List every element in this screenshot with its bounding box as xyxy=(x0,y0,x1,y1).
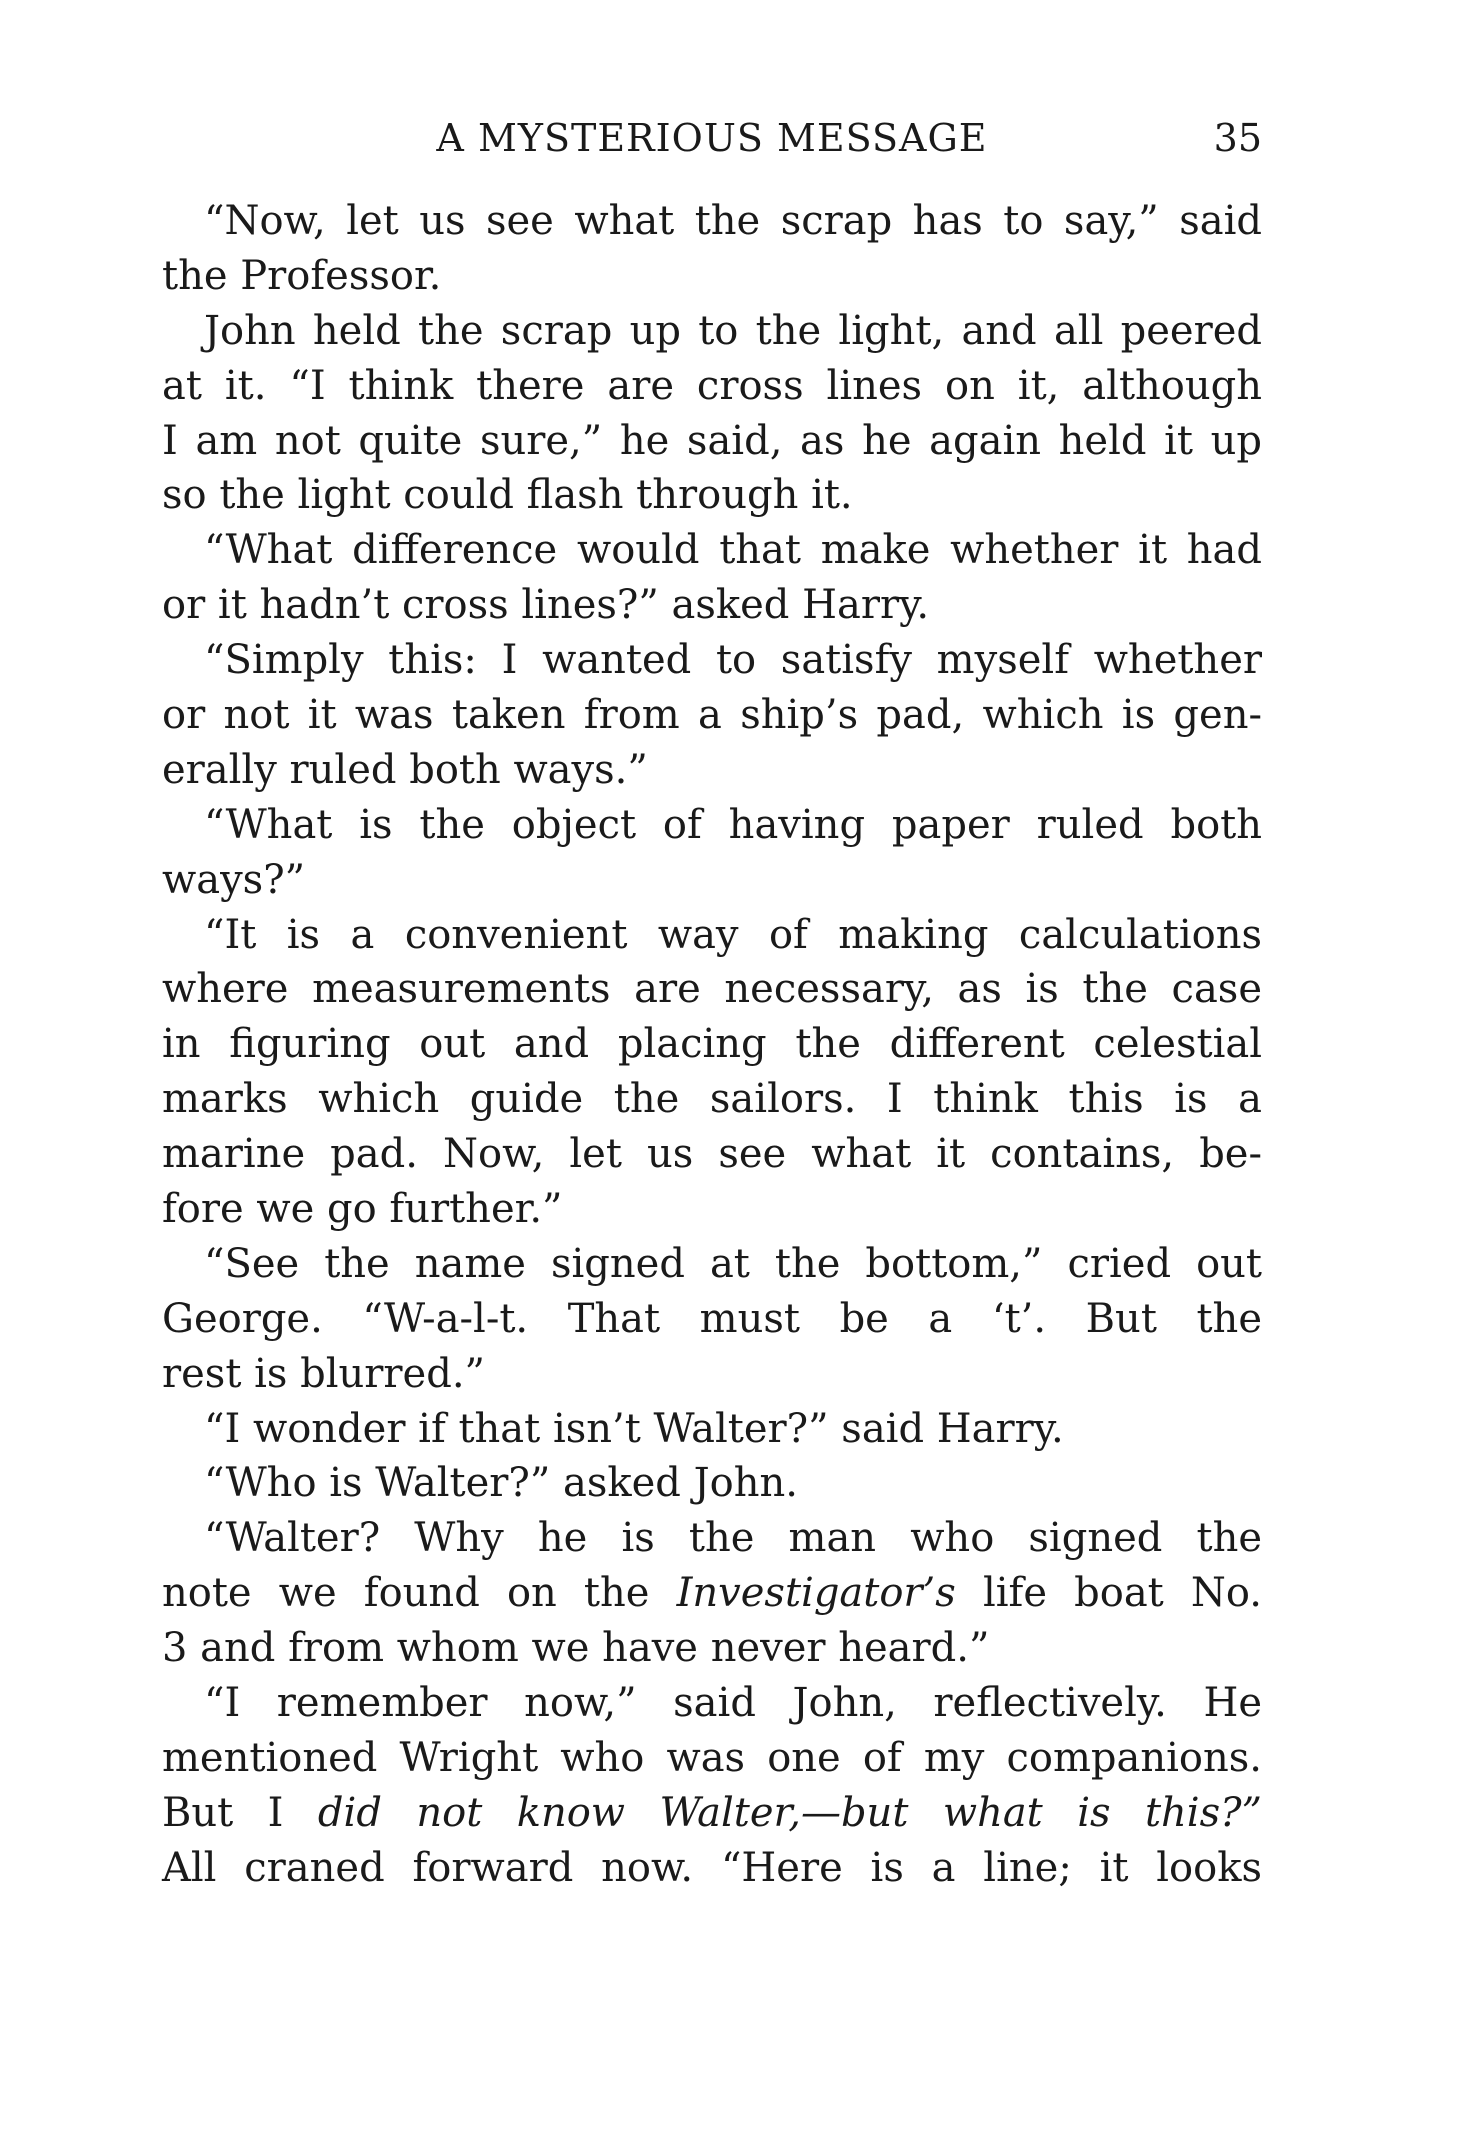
text-line xyxy=(162,1676,1262,1731)
text-segment: erally ruled both ways.” xyxy=(162,746,648,793)
text-line xyxy=(162,194,1262,249)
text-segment: “I wonder if that isn’t Walter?” said Harry. xyxy=(204,1405,1064,1452)
text-segment: rest is blurred.” xyxy=(162,1350,485,1397)
text-line xyxy=(162,853,1262,908)
text-line xyxy=(162,1456,1262,1511)
text-line xyxy=(162,1566,1262,1621)
text-line xyxy=(162,249,1262,304)
text-segment: “I remember now,” said John, reflectively. He xyxy=(204,1680,1262,1727)
text-segment: note we found on the xyxy=(162,1570,677,1617)
text-line xyxy=(162,798,1262,853)
text-line xyxy=(162,743,1262,798)
text-segment: “Who is Walter?” asked John. xyxy=(204,1460,798,1507)
text-segment: marks which guide the sailors. I think this is a xyxy=(162,1076,1262,1123)
text-line xyxy=(162,962,1262,1017)
text-line xyxy=(162,1182,1262,1237)
text-segment: or not it was taken from a ship’s pad, which is gen- xyxy=(162,692,1262,739)
text-line xyxy=(162,908,1262,963)
text-line xyxy=(162,688,1262,743)
page-header xyxy=(162,108,1262,168)
text-line xyxy=(162,304,1262,359)
text-line xyxy=(162,414,1262,469)
text-segment: 3 and from whom we have never heard.” xyxy=(162,1625,990,1672)
text-line xyxy=(162,1402,1262,1457)
text-segment: I am not quite sure,” he said, as he again held it up xyxy=(162,417,1262,464)
text-segment: “Walter? Why he is the man who signed the xyxy=(204,1515,1262,1562)
text-line xyxy=(162,1237,1262,1292)
text-segment: “It is a convenient way of making calculations xyxy=(204,911,1262,958)
text-segment: so the light could flash through it. xyxy=(162,472,853,519)
italic-text: Investigator’s xyxy=(676,1570,956,1617)
page-number: 35 xyxy=(1213,116,1262,160)
text-line xyxy=(162,1017,1262,1072)
text-segment: “What is the object of having paper ruled both xyxy=(204,801,1262,848)
text-line xyxy=(162,1292,1262,1347)
text-line xyxy=(162,1127,1262,1182)
running-head: A MYSTERIOUS MESSAGE xyxy=(436,116,988,160)
body-text xyxy=(162,194,1262,1896)
text-segment: mentioned Wright who was one of my companions. xyxy=(162,1734,1262,1781)
text-segment: ways?” xyxy=(162,856,306,903)
text-segment: “Simply this: I wanted to satisfy myself whether xyxy=(204,637,1262,684)
text-line xyxy=(162,1786,1262,1841)
text-line xyxy=(162,1347,1262,1402)
text-segment: the Professor. xyxy=(162,252,442,299)
text-segment: life boat No. xyxy=(955,1570,1262,1617)
text-segment: “What difference would that make whether it had xyxy=(204,527,1262,574)
text-segment: “See the name signed at the bottom,” cried out xyxy=(204,1240,1262,1287)
text-line xyxy=(162,1621,1262,1676)
text-line xyxy=(162,359,1262,414)
text-segment: or it hadn’t cross lines?” asked Harry. xyxy=(162,582,930,629)
text-segment: George. “W-a-l-t. That must be a ‘t’. But the xyxy=(162,1295,1262,1342)
text-segment: in figuring out and placing the different celestial xyxy=(162,1021,1262,1068)
text-segment: marine pad. Now, let us see what it contains, be- xyxy=(162,1131,1262,1178)
text-segment: “Now, let us see what the scrap has to say,” said xyxy=(204,198,1262,244)
text-segment: fore we go further.” xyxy=(162,1186,563,1233)
text-line xyxy=(162,523,1262,578)
text-segment: where measurements are necessary, as is the case xyxy=(162,966,1262,1013)
text-segment: All craned forward now. “Here is a line; it looks xyxy=(162,1844,1262,1891)
text-segment: But I xyxy=(162,1789,318,1836)
text-line xyxy=(162,578,1262,633)
text-line xyxy=(162,1072,1262,1127)
text-line xyxy=(162,1731,1262,1786)
text-line xyxy=(162,633,1262,688)
text-segment: John held the scrap up to the light, and all peered xyxy=(204,307,1262,354)
text-line xyxy=(162,468,1262,523)
text-line xyxy=(162,1511,1262,1566)
italic-text: did not know Walter,—but what is this?” xyxy=(317,1789,1262,1836)
text-line xyxy=(162,1841,1262,1896)
text-segment: at it. “I think there are cross lines on it, although xyxy=(162,362,1262,409)
